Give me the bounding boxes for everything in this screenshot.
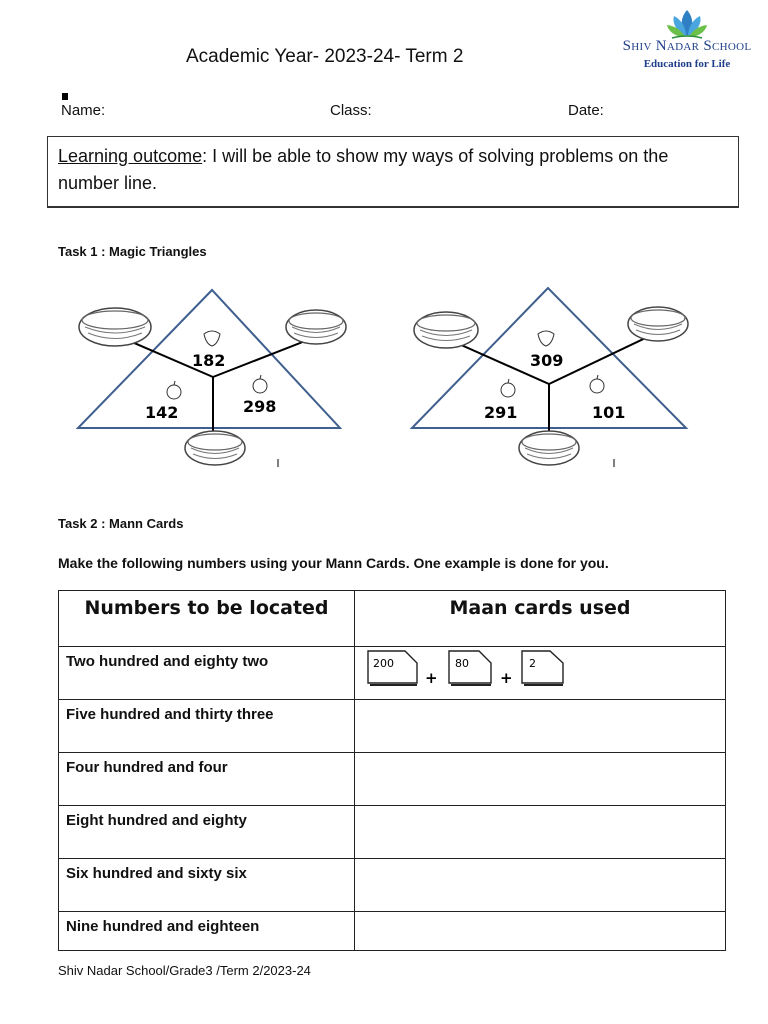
mann-card [368, 651, 417, 685]
cards-answer-cell[interactable] [355, 912, 726, 951]
page-footer: Shiv Nadar School/Grade3 /Term 2/2023-24 [58, 963, 311, 978]
basket-icon [519, 431, 579, 465]
magic-triangle-2 [404, 282, 704, 472]
triangle-top-value: 182 [192, 351, 226, 370]
table-row [59, 859, 726, 912]
cards-answer-cell[interactable] [355, 806, 726, 859]
plus-sign: + [425, 669, 438, 687]
number-label: Two hundred and eighty two [59, 647, 355, 700]
plus-sign: + [500, 669, 513, 687]
triangle-top-value: 309 [530, 351, 564, 370]
basket-icon [185, 431, 245, 465]
name-field-label: Name: [61, 102, 106, 119]
logo-tagline: Education for Life [643, 58, 731, 70]
basket-icon [628, 307, 688, 341]
table-row [59, 753, 726, 806]
number-label: Nine hundred and eighteen [59, 912, 355, 951]
triangle-right-value: 298 [243, 397, 277, 416]
cards-answer-cell[interactable] [355, 753, 726, 806]
cards-cell-example [355, 647, 726, 700]
cards-answer-cell[interactable] [355, 859, 726, 912]
mann-card-value: 2 [529, 657, 536, 670]
triangle-left-value: 291 [484, 403, 518, 422]
apple-icon [253, 375, 267, 393]
logo-school-name: Shiv Nadar School [622, 38, 752, 54]
basket-icon [79, 308, 151, 346]
apple-icon [167, 381, 181, 399]
date-field-label: Date: [568, 102, 604, 119]
cards-answer-cell[interactable] [355, 700, 726, 753]
mann-card [449, 651, 491, 685]
learning-outcome-box [47, 136, 739, 208]
learning-outcome-text: : I will be able to show my ways of solving problems on the number line. [58, 146, 669, 193]
strawberry-icon [538, 331, 554, 346]
table-row [59, 647, 726, 700]
table-header-row [59, 591, 726, 647]
class-field-label: Class: [330, 102, 372, 119]
triangle-left-value: 142 [145, 403, 179, 422]
strawberry-icon [204, 331, 220, 346]
column-header-numbers: Numbers to be located [59, 591, 355, 647]
learning-outcome-label: Learning outcome [58, 146, 203, 166]
table-row [59, 912, 726, 951]
table-row [59, 700, 726, 753]
basket-icon [414, 312, 478, 348]
page-title: Academic Year- 2023-24- Term 2 [186, 46, 464, 67]
number-label: Five hundred and thirty three [59, 700, 355, 753]
magic-triangle-1 [70, 284, 360, 474]
basket-icon [286, 310, 346, 344]
task2-title: Task 2 : Mann Cards [58, 516, 184, 531]
mann-card [522, 651, 563, 685]
lotus-icon [622, 8, 752, 40]
number-label: Eight hundred and eighty [59, 806, 355, 859]
mann-cards-table [58, 590, 726, 951]
apple-icon [590, 375, 604, 393]
column-header-cards: Maan cards used [355, 591, 726, 647]
example-mann-cards [367, 650, 587, 690]
apple-icon [501, 379, 515, 397]
school-logo [622, 8, 752, 74]
task1-title: Task 1 : Magic Triangles [58, 244, 207, 259]
number-label: Four hundred and four [59, 753, 355, 806]
mann-card-value: 200 [373, 657, 394, 670]
bullet-mark [62, 93, 68, 100]
number-label: Six hundred and sixty six [59, 859, 355, 912]
triangle-right-value: 101 [592, 403, 626, 422]
table-row [59, 806, 726, 859]
task2-instruction: Make the following numbers using your Mann Cards. One example is done for you. [58, 555, 609, 571]
mann-card-value: 80 [455, 657, 469, 670]
